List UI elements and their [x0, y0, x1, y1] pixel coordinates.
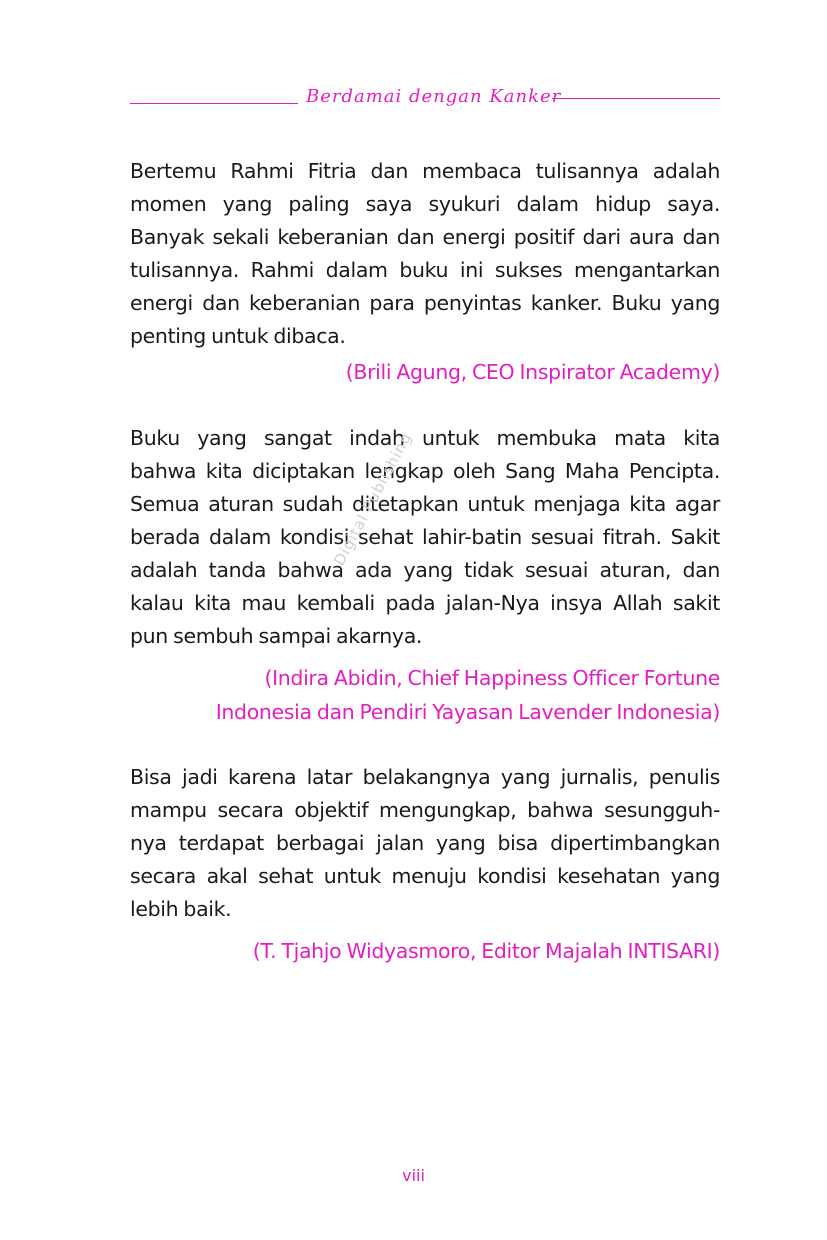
testimonial-2-text [130, 422, 720, 653]
testimonial-2-attribution [130, 661, 720, 729]
text-line: tulisannya. Rahmi dalam buku ini sukses mengantarkan [130, 258, 720, 282]
text-line: lebih baik. [130, 897, 232, 921]
testimonial-3-text [130, 761, 720, 926]
header-rule-left [130, 103, 298, 104]
text-line: energi dan keberanian para penyintas kanker. Buku yang [130, 291, 720, 315]
text-line: pun sembuh sampai akarnya. [130, 624, 423, 648]
text-line: berada dalam kondisi sehat lahir-batin sesuai fitrah. Sakit [130, 525, 720, 549]
watermark: Digital Publishing [330, 429, 416, 569]
text-line: Banyak sekali keberanian dan energi positif dari aura dan [130, 225, 720, 249]
text-line: bahwa kita diciptakan lengkap oleh Sang Maha Pencipta. [130, 459, 720, 483]
attribution-line: Indonesia dan Pendiri Yayasan Lavender Indonesia) [215, 700, 720, 724]
text-line: momen yang paling saya syukuri dalam hidup saya. [130, 192, 720, 216]
running-header-title: Berdamai dengan Kanker [306, 86, 562, 107]
text-line: secara akal sehat untuk menuju kondisi kesehatan yang [130, 864, 720, 888]
text-line: nya terdapat berbagai jalan yang bisa dipertimbangkan [130, 831, 720, 855]
testimonial-1-text [130, 155, 720, 353]
testimonial-1-attribution [130, 355, 720, 389]
text-line: penting untuk dibaca. [130, 324, 346, 348]
text-line: adalah tanda bahwa ada yang tidak sesuai aturan, dan [130, 558, 720, 582]
testimonial-3-attribution [130, 934, 720, 968]
text-line: Bertemu Rahmi Fitria dan membaca tulisannya adalah [130, 159, 720, 183]
page-number: viii [402, 1166, 425, 1185]
text-line: mampu secara objektif mengungkap, bahwa sesungguh- [130, 798, 720, 822]
text-line: Semua aturan sudah ditetapkan untuk menjaga kita agar [130, 492, 720, 516]
header-rule-right [552, 98, 720, 99]
attribution-line: (Indira Abidin, Chief Happiness Officer Fortune [264, 666, 720, 690]
running-header [130, 86, 720, 114]
text-line: Bisa jadi karena latar belakangnya yang jurnalis, penulis [130, 765, 720, 789]
attribution-line: (Brili Agung, CEO Inspirator Academy) [345, 360, 720, 384]
text-line: kalau kita mau kembali pada jalan-Nya insya Allah sakit [130, 591, 720, 615]
attribution-line: (T. Tjahjo Widyasmoro, Editor Majalah INTISARI) [252, 939, 720, 963]
text-line: Buku yang sangat indah untuk membuka mata kita [130, 426, 720, 450]
